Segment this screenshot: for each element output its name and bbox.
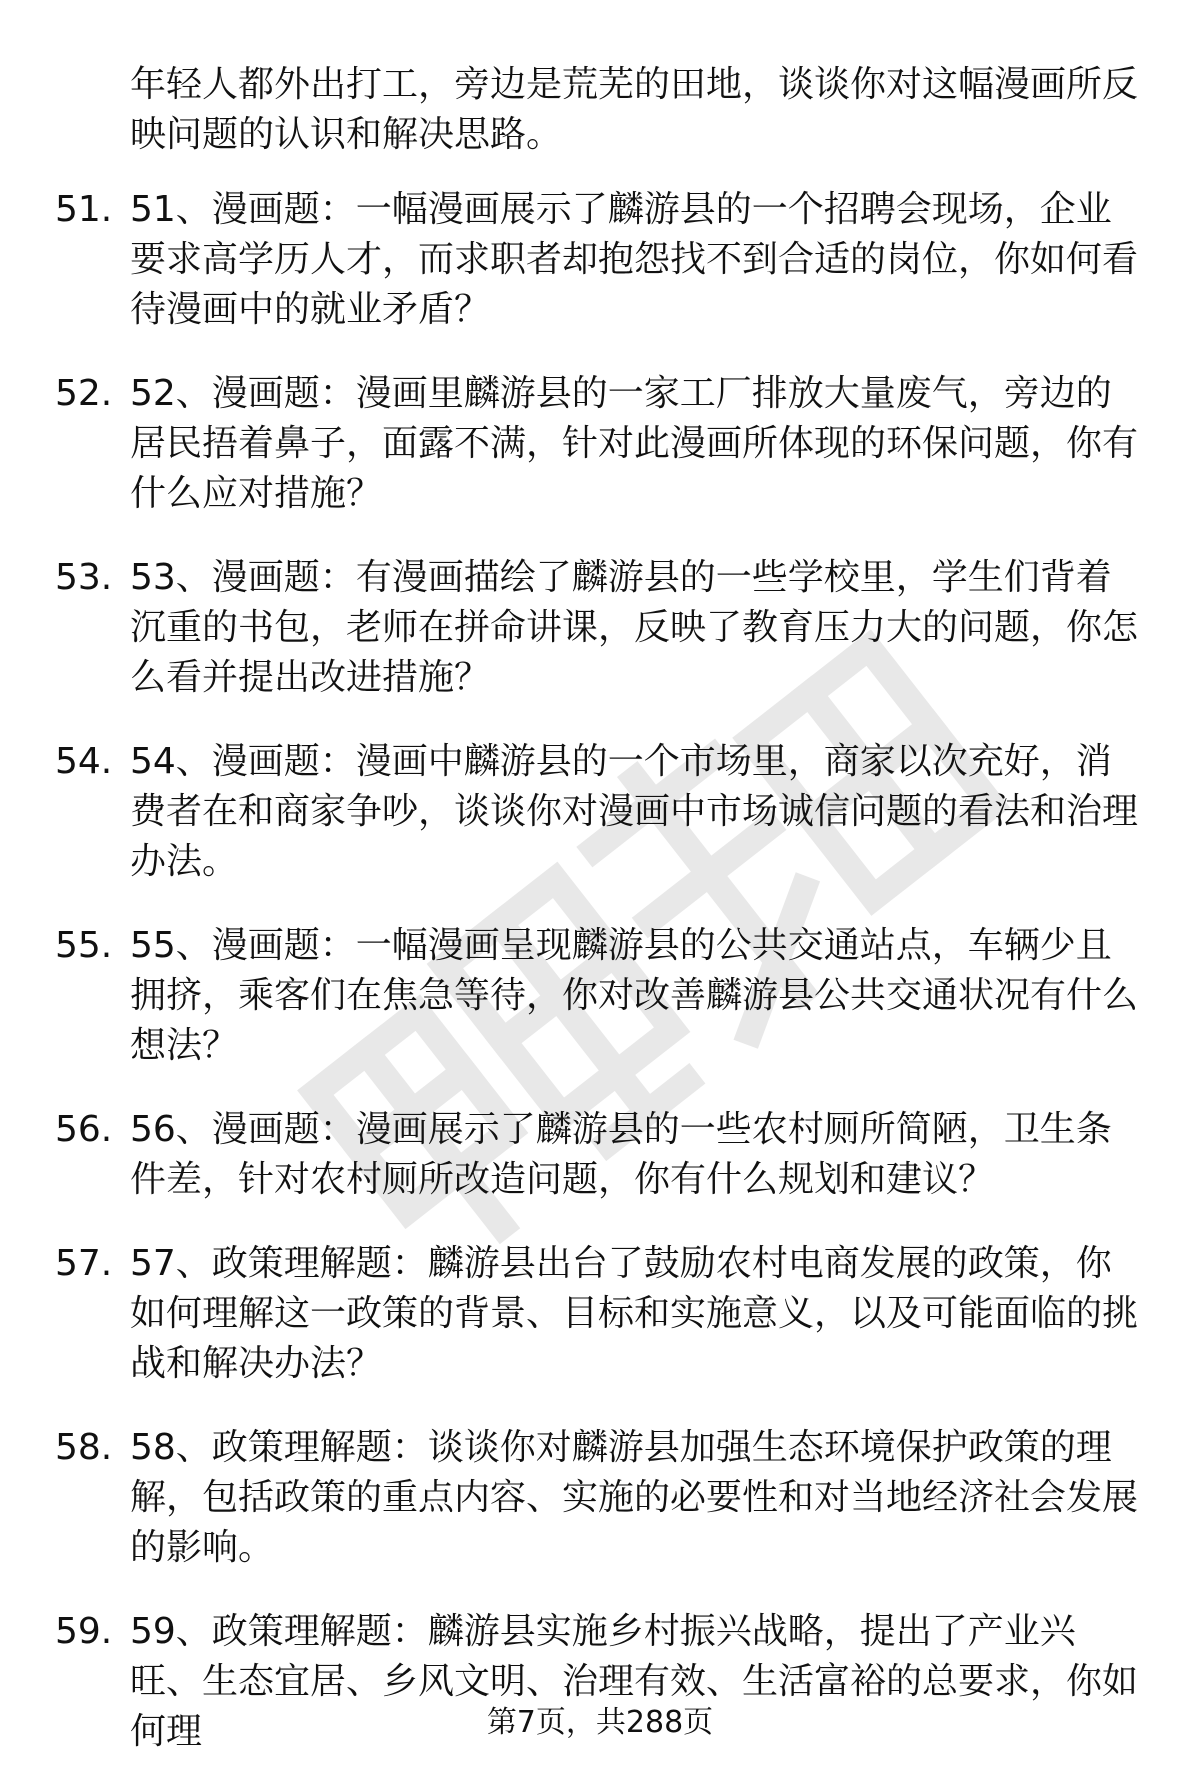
- list-item: [0, 1423, 1140, 1573]
- list-item: [0, 553, 1140, 703]
- item-number: 59.: [55, 1611, 113, 1652]
- item-number: 58.: [55, 1427, 113, 1468]
- item-text: 55、漫画题：一幅漫画呈现麟游县的公共交通站点，车辆少且拥挤，乘客们在焦急等待，你对改善麟游县公共交通状况有什么想法？: [130, 925, 1139, 1066]
- item-text: 51、漫画题：一幅漫画展示了麟游县的一个招聘会现场，企业要求高学历人才，而求职者却抱怨找不到合适的岗位，你如何看待漫画中的就业矛盾？: [130, 189, 1139, 330]
- list-item: [0, 737, 1140, 887]
- item-number: 54.: [55, 741, 113, 782]
- item-number: 51.: [55, 189, 113, 230]
- list-item: [0, 369, 1140, 519]
- item-text: 59、政策理解题：麟游县实施乡村振兴战略，提出了产业兴旺、生态宜居、乡风文明、治理有效、生活富裕的总要求，你如何理: [130, 1611, 1139, 1752]
- page-footer: 第7页，共288页: [486, 1705, 714, 1740]
- list-item: [0, 1239, 1140, 1389]
- item-text: 52、漫画题：漫画里麟游县的一家工厂排放大量废气，旁边的居民捂着鼻子，面露不满，针对此漫画所体现的环保问题，你有什么应对措施？: [130, 373, 1139, 514]
- item-number: 55.: [55, 925, 113, 966]
- intro-paragraph: 年轻人都外出打工，旁边是荒芜的田地，谈谈你对这幅漫画所反映问题的认识和解决思路。: [130, 64, 1139, 155]
- question-list: [0, 185, 1200, 1791]
- item-text: 54、漫画题：漫画中麟游县的一个市场里，商家以次充好，消费者在和商家争吵，谈谈你对漫画中市场诚信问题的看法和治理办法。: [130, 741, 1139, 882]
- list-item: [0, 1105, 1140, 1205]
- list-item: [0, 185, 1140, 335]
- item-text: 53、漫画题：有漫画描绘了麟游县的一些学校里，学生们背着沉重的书包，老师在拼命讲课，反映了教育压力大的问题，你怎么看并提出改进措施？: [130, 557, 1139, 698]
- item-number: 52.: [55, 373, 113, 414]
- item-number: 53.: [55, 557, 113, 598]
- item-text: 56、漫画题：漫画展示了麟游县的一些农村厕所简陋，卫生条件差，针对农村厕所改造问题，你有什么规划和建议？: [130, 1109, 1112, 1200]
- list-item: [0, 921, 1140, 1071]
- item-number: 56.: [55, 1109, 113, 1150]
- item-text: 57、政策理解题：麟游县出台了鼓励农村电商发展的政策，你如何理解这一政策的背景、目标和实施意义，以及可能面临的挑战和解决办法？: [130, 1243, 1139, 1384]
- item-text: 58、政策理解题：谈谈你对麟游县加强生态环境保护政策的理解，包括政策的重点内容、实施的必要性和对当地经济社会发展的影响。: [130, 1427, 1139, 1568]
- item-number: 57.: [55, 1243, 113, 1284]
